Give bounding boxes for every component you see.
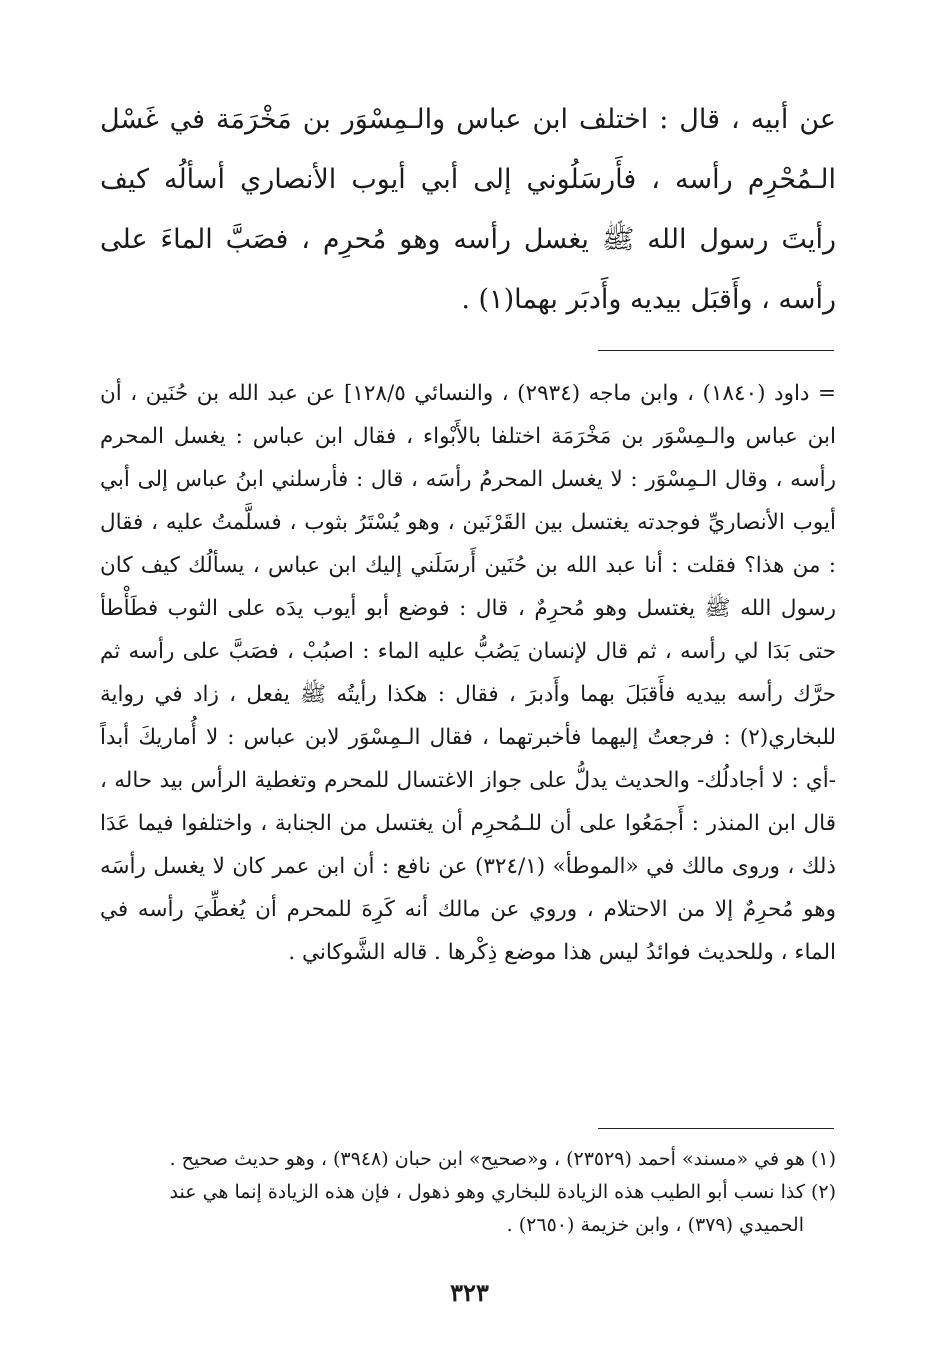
main-text-block <box>100 90 836 330</box>
footnote-2-line-2: الحميدي (٣٧٩) ، وابن خزيمة (٢٦٥٠) . <box>506 1214 804 1236</box>
commentary-block <box>100 372 836 974</box>
footnotes-divider <box>598 1128 834 1129</box>
footnote-1 <box>100 1143 836 1176</box>
footnote-2-line-1: (٢) كذا نسب أبو الطيب هذه الزيادة للبخاري وهو ذهول ، فإن هذه الزيادة إنما هي عند <box>169 1181 836 1203</box>
footnotes-block <box>100 1143 836 1242</box>
footnote-1-text: (١) هو في «مسند» أحمد (٢٣٥٢٩) ، و«صحيح» ابن حبان (٣٩٤٨) ، وهو حديث صحيح . <box>169 1148 836 1170</box>
commentary-paragraph: = داود (١٨٤٠) ، وابن ماجه (٢٩٣٤) ، والنسائي ١٢٨/٥] عن عبد الله بن حُنَين ، أن ابن عباس والـمِسْوَر بن مَخْرَمَة اختلفا بالأَبْواء ، فقال ابن عباس : يغسل المحرم رأسه ، وقال الـمِسْوَر : لا يغسل المحرمُ رأسَه ، قال : فأرسلني ابنُ عباس إلى أبي أيوب الأنصاريِّ فوجدته يغتسل بين القَرْنَين ، وهو يُسْتَرُ بثوب ، فسلَّمتُ عليه ، فقال : من هذا؟ فقلت : أنا عبد الله بن حُنَين أَرسَلَني إليك ابن عباس ، يسألُك كيف كان رسول الله ﷺ يغتسل وهو مُحرِمٌ ، قال : فوضع أبو أيوب يدَه على الثوب فطَأْطأ حتى بَدَا لي رأسه ، ثم قال لإنسان يَصُبُّ عليه الماء : اصبُبْ ، فصَبَّ على رأسه ثم حرَّك رأسه بيديه فأَقبَلَ بهما وأَدبرَ ، فقال : هكذا رأيتُه ﷺ يفعل ، زاد في رواية للبخاري(٢) : فرجعتُ إليهما فأخبرتهما ، فقال الـمِسْوَر لابن عباس : لا أُماريكَ أبداً -أي : لا أجادلُك- والحديث يدلُّ على جواز الاغتسال للمحرم وتغطية الرأس بيد حاله ، قال ابن المنذر : أَجمَعُوا على أن للـمُحرِم أن يغتسل من الجنابة ، واختلفوا فيما عَدَا ذلك ، وروى مالك في «الموطأ» (٣٢٤/١) عن نافع : أن ابن عمر كان لا يغسل رأسَه وهو مُحرِمٌ إلا من الاحتلام ، وروي عن مالك أنه كَرِهَ للمحرم أن يُغطِّيَ رأسه في الماء ، وللحديث فوائدُ ليس هذا موضع ذِكْرها . قاله الشَّوكاني . <box>100 381 836 965</box>
footnote-2 <box>100 1176 836 1242</box>
page-number: ٣٢٣ <box>450 1278 489 1307</box>
main-paragraph: عن أبيه ، قال : اختلف ابن عباس والـمِسْوَر بن مَخْرَمَة في غَسْل الـمُحْرِم رأسه ، فأَرسَلُوني إلى أبي أيوب الأنصاري أسألُه كيف رأيتَ رسول الله ﷺ يغسل رأسه وهو مُحرِم ، فصَبَّ الماءَ على رأسه ، وأَقبَل بيديه وأَدبَر بهما(١) . <box>100 104 836 315</box>
commentary-divider <box>598 350 834 351</box>
